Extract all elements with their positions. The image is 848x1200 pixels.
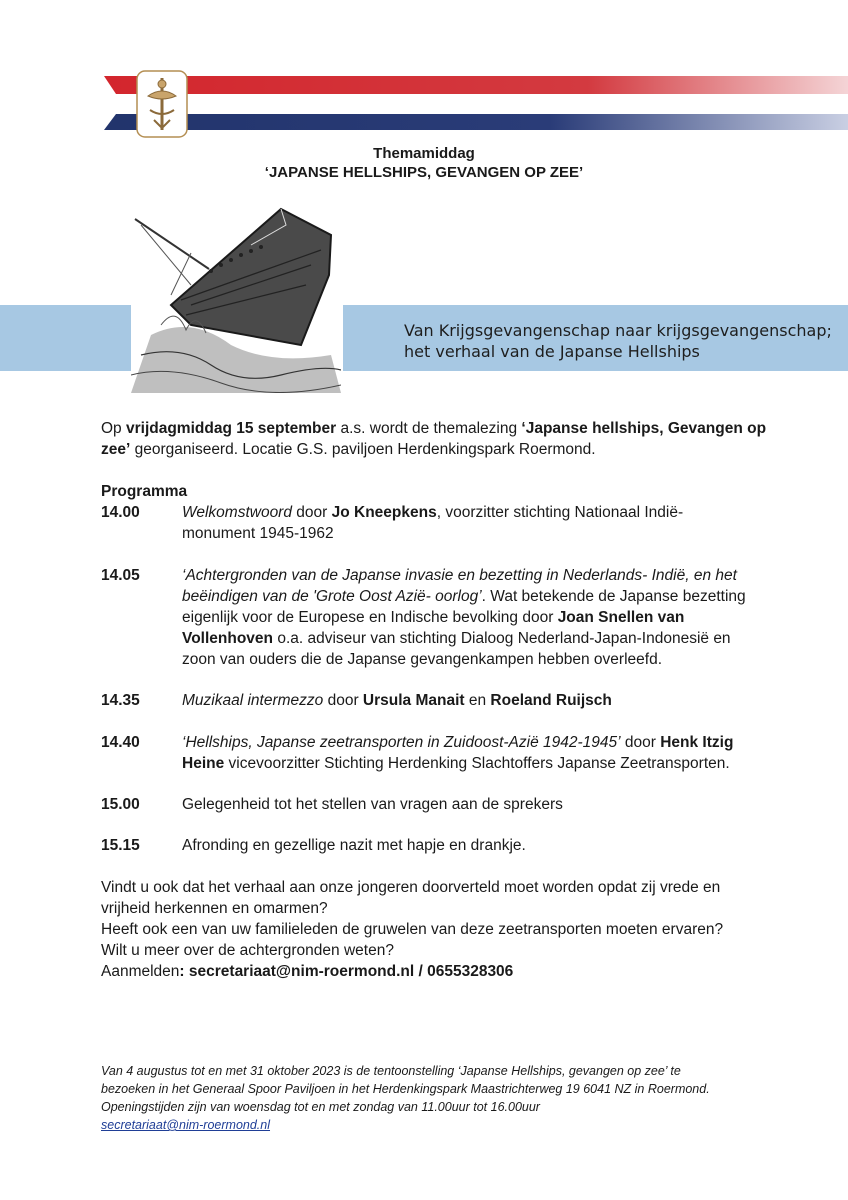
- intro-date: vrijdagmiddag 15 september: [125, 420, 337, 437]
- program-text: door: [291, 504, 332, 521]
- program-item-desc: Afronding en gezellige nazit met hapje en drankje.: [182, 837, 526, 854]
- program-text: eigenlijk voor de Europese en Indische bevolking door: [182, 609, 558, 626]
- intro-lecture-title: ‘Japanse hellships, Gevangen op: [521, 420, 767, 437]
- program-text: door: [620, 734, 661, 751]
- footer-email-link[interactable]: secretariaat@nim-roermond.nl: [101, 1118, 271, 1132]
- program-item-title: ‘Achtergronden van de Japanse invasie en bezetting in Nederlands- Indië, en het: [182, 567, 737, 584]
- intro-lecture-title: zee’: [101, 441, 131, 458]
- closing-paragraph: [101, 877, 791, 982]
- intro-text: a.s. wordt de themalezing: [336, 420, 522, 437]
- speaker-name: Heine: [182, 755, 225, 772]
- program-text: , voorzitter stichting Nationaal Indië-: [436, 504, 684, 521]
- speaker-name: Ursula Manait: [362, 692, 465, 709]
- intro-paragraph: [101, 418, 781, 460]
- intro-location: georganiseerd. Locatie G.S. paviljoen Herdenkingspark Roermond.: [130, 441, 596, 458]
- register-label: Aanmelden: [101, 963, 180, 980]
- program-time: 15.00: [101, 796, 140, 813]
- program-item-desc: [182, 502, 782, 544]
- speaker-name: Henk Itzig: [660, 734, 734, 751]
- banner-subtitle-line1: Van Krijgsgevangenschap naar krijgsgevangenschap;: [404, 321, 832, 340]
- program-time: 14.40: [101, 734, 140, 751]
- footer-line: Openingstijden zijn van woensdag tot en met zondag van 11.00uur tot 16.00uur: [101, 1100, 540, 1114]
- program-text: . Wat betekende de Japanse bezetting: [481, 588, 746, 605]
- footer-line: bezoeken in het Generaal Spoor Paviljoen in het Herdenkingspark Maastrichterweg 19 6041 NZ in Roermond.: [101, 1082, 710, 1096]
- footer-note: [101, 1062, 761, 1134]
- speaker-name: Joan Snellen van: [557, 609, 685, 626]
- program-item-desc: [182, 690, 782, 711]
- program-text: monument 1945-1962: [182, 525, 334, 542]
- program-time: 14.35: [101, 692, 140, 709]
- program-item-title: beëindigen van de 'Grote Oost Azië- oorlog’: [182, 588, 482, 605]
- closing-line: Vindt u ook dat het verhaal aan onze jongeren doorverteld moet worden opdat zij vrede en: [101, 879, 721, 896]
- intro-line1: [101, 418, 781, 439]
- program-item-title: Welkomstwoord: [182, 504, 292, 521]
- program-item-title: ‘Hellships, Japanse zeetransporten in Zuidoost-Azië 1942-1945’: [182, 734, 621, 751]
- register-contact: : secretariaat@nim-roermond.nl / 0655328306: [179, 963, 514, 980]
- programma-heading: Programma: [101, 483, 188, 500]
- flag-stripes: [104, 74, 848, 134]
- closing-line: vrijheid herkennen en omarmen?: [101, 900, 328, 917]
- intro-text: Op: [101, 420, 126, 437]
- intro-line2: [101, 439, 781, 460]
- footer-line: Van 4 augustus tot en met 31 oktober 2023 is de tentoonstelling ‘Japanse Hellships, gevangen op zee’ te: [101, 1064, 681, 1078]
- program-time: 14.05: [101, 567, 140, 584]
- closing-line: Heeft ook een van uw familieleden de gruwelen van deze zeetransporten moeten ervaren?: [101, 921, 724, 938]
- speaker-name: Jo Kneepkens: [331, 504, 437, 521]
- red-stripe: [104, 76, 848, 94]
- event-title: ‘JAPANSE HELLSHIPS, GEVANGEN OP ZEE’: [264, 164, 584, 181]
- emblem-icon: [136, 70, 188, 138]
- program-item-desc: Gelegenheid tot het stellen van vragen aan de sprekers: [182, 796, 563, 813]
- program-text: en: [464, 692, 491, 709]
- program-time: 14.00: [101, 504, 140, 521]
- program-time: 15.15: [101, 837, 140, 854]
- speaker-name: Roeland Ruijsch: [490, 692, 612, 709]
- speaker-name: Vollenhoven: [182, 630, 274, 647]
- program-item-desc: [182, 732, 802, 774]
- program-text: zoon van ouders die de Japanse gevangenkampen hebben overleefd.: [182, 651, 663, 668]
- program-text: door: [323, 692, 363, 709]
- program-item-desc: [182, 565, 772, 670]
- banner-subtitle-line2: het verhaal van de Japanse Hellships: [404, 342, 700, 361]
- sinking-ship-illustration: [131, 205, 341, 393]
- program-text: o.a. adviseur van stichting Dialoog Nederland-Japan-Indonesië en: [273, 630, 731, 647]
- program-text: vicevoorzitter Stichting Herdenking Slachtoffers Japanse Zeetransporten.: [224, 755, 730, 772]
- closing-line: Wilt u meer over de achtergronden weten?: [101, 942, 394, 959]
- banner-band-left: [0, 305, 135, 371]
- blue-stripe: [104, 114, 848, 130]
- program-item-title: Muzikaal intermezzo: [182, 692, 324, 709]
- event-label: Themamiddag: [373, 145, 475, 162]
